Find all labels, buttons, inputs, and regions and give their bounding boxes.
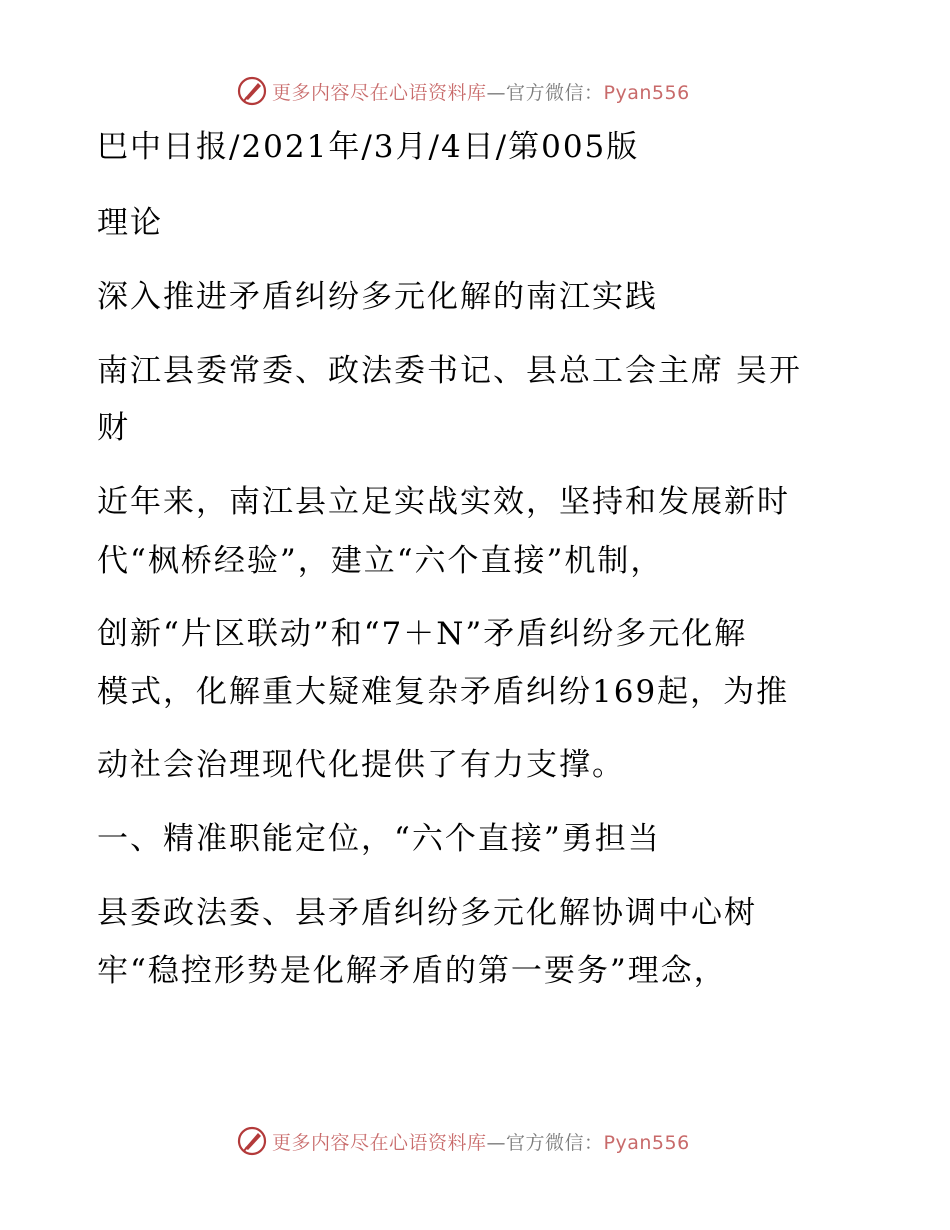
watermark-label: 官方微信：: [506, 1131, 604, 1154]
watermark-id: Pyan556: [603, 81, 690, 104]
paragraph-line: 动社会治理现代化提供了有力支撑。: [97, 747, 625, 783]
paragraph-line: 代“枫桥经验”，建立“六个直接”机制，: [97, 543, 664, 579]
section-heading: 一、精准职能定位，“六个直接”勇担当: [97, 821, 661, 857]
watermark-label: 官方微信：: [506, 81, 604, 104]
article-title: 深入推进矛盾纠纷多元化解的南江实践: [97, 279, 658, 315]
watermark-id: Pyan556: [603, 1131, 690, 1154]
author-line-cont: 财: [97, 410, 130, 446]
watermark-footer: [236, 1124, 690, 1158]
paragraph-line: 创新“片区联动”和“7＋N”矛盾纠纷多元化解: [97, 616, 748, 652]
section-label: 理论: [97, 205, 163, 241]
quill-logo-icon: [236, 75, 268, 107]
watermark-separator: —: [486, 1131, 507, 1154]
paragraph-line: 模式，化解重大疑难复杂矛盾纠纷169起，为推: [97, 674, 790, 710]
quill-logo-icon: [236, 1125, 268, 1157]
watermark-brand: 更多内容尽在心语资料库: [272, 1131, 487, 1154]
paragraph-line: 近年来，南江县立足实战实效，坚持和发展新时: [97, 484, 790, 520]
watermark-text: [272, 78, 690, 105]
watermark-brand: 更多内容尽在心语资料库: [272, 81, 487, 104]
watermark-header: [236, 74, 690, 108]
paragraph-line: 县委政法委、县矛盾纠纷多元化解协调中心树: [97, 895, 757, 931]
source-line: 巴中日报/2021年/3月/4日/第005版: [97, 129, 640, 165]
watermark-text: [272, 1128, 690, 1155]
author-line: 南江县委常委、政法委书记、县总工会主席 吴开: [97, 353, 802, 389]
paragraph-line: 牢“稳控形势是化解矛盾的第一要务”理念，: [97, 953, 727, 989]
watermark-separator: —: [486, 81, 507, 104]
